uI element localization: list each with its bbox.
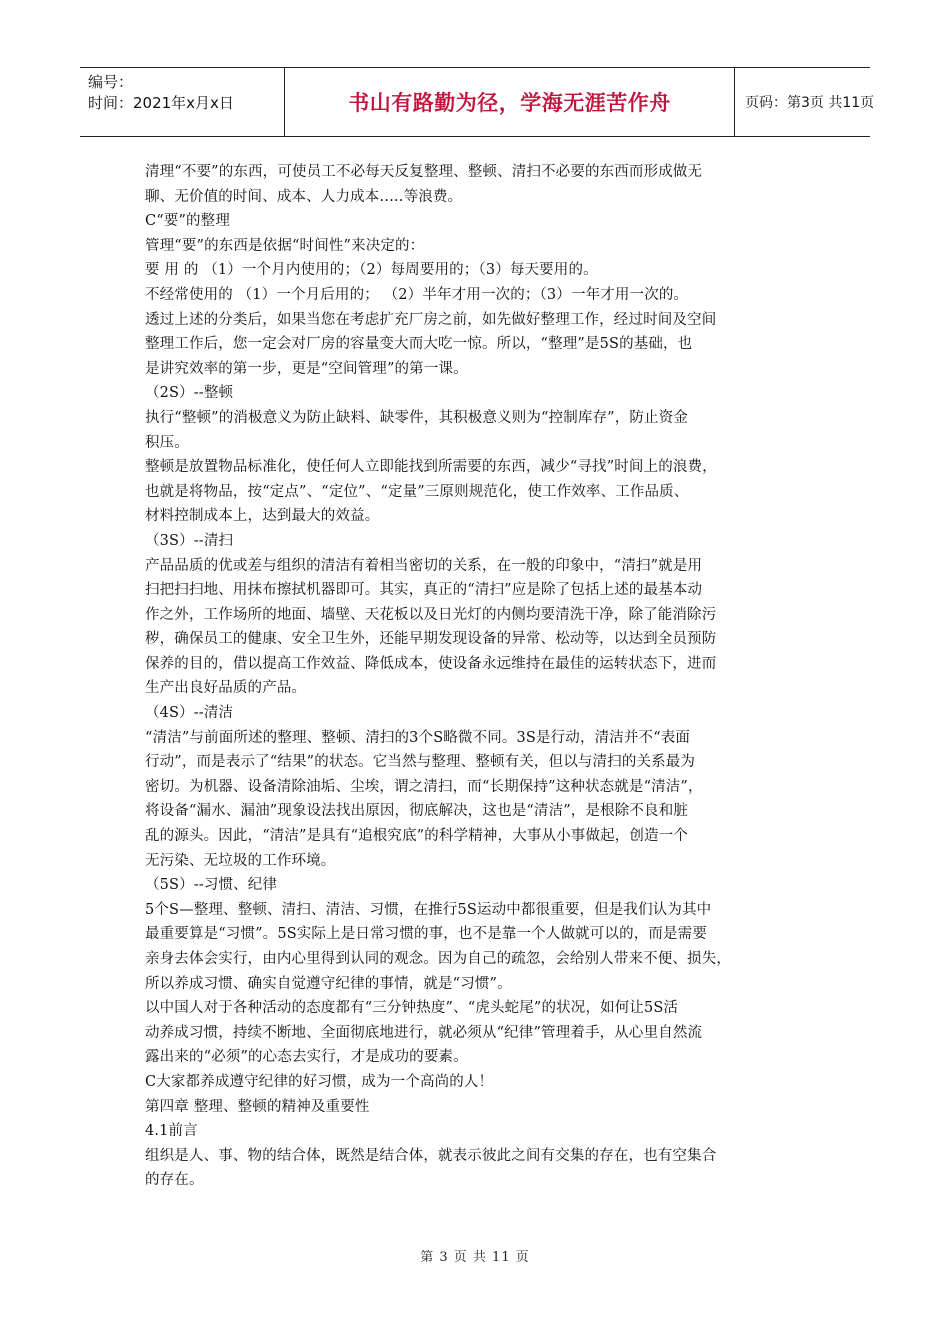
- page-header: [80, 67, 875, 137]
- body-line: C大家都养成遵守纪律的好习惯，成为一个高尚的人！: [145, 1073, 494, 1090]
- body-line: 整顿是放置物品标准化，使任何人立即能找到所需要的东西，减少“寻找”时间上的浪费，: [145, 459, 717, 476]
- body-line: 清理“不要”的东西，可使员工不必每天反复整理、整顿、清扫不必要的东西而形成做无: [145, 164, 703, 180]
- body-line: 动养成习惯，持续不断地、全面彻底地进行，就必须从“纪律”管理着手，从心里自然流: [145, 1024, 703, 1041]
- body-line: 的存在。: [145, 1172, 204, 1189]
- body-line: （4S）--清洁: [145, 705, 234, 722]
- body-line: 最重要算是“习惯”。5S实际上是日常习惯的事，也不是靠一个人做就可以的，而是需要: [145, 926, 707, 943]
- body-line: （5S）--习惯、纪律: [145, 877, 278, 894]
- body-line: 亲身去体会实行，由内心里得到认同的观念。因为自己的疏忽，会给别人带来不便、损失，: [145, 951, 731, 967]
- body-line: 扫把扫扫地、用抹布擦拭机器即可。其实，真正的“清扫”应是除了包括上述的最基本动: [145, 582, 703, 599]
- body-line: 聊、无价值的时间、成本、人力成本…..等浪费。: [145, 188, 463, 205]
- body-line: 无污染、无垃圾的工作环境。: [145, 852, 336, 869]
- header-motto: 书山有路勤为径，学海无涯苦作舟: [285, 68, 735, 136]
- body-line: 露出来的“必须”的心态去实行，才是成功的要素。: [145, 1049, 468, 1066]
- body-line: （2S）--整顿: [145, 385, 234, 402]
- body-line: C“要”的整理: [145, 213, 230, 230]
- body-line: 4.1前言: [145, 1123, 198, 1140]
- document-number-label: 编号：: [88, 73, 134, 91]
- header-page-info: 页码：第3页 共11页: [745, 95, 875, 111]
- body-line: 执行“整顿”的消极意义为防止缺料、缺零件，其积极意义则为“控制库存”，防止资金: [145, 409, 688, 426]
- body-line: 乱的源头。因此，“清洁”是具有“追根究底”的科学精神，大事从小事做起，创造一个: [145, 828, 688, 845]
- body-line: 以中国人对于各种活动的态度都有“三分钟热度”、“虎头蛇尾”的状况，如何让5S活: [145, 1000, 679, 1017]
- body-line: 产品品质的优或差与组织的清洁有着相当密切的关系，在一般的印象中，“清扫”就是用: [145, 557, 703, 574]
- header-meta: [80, 68, 285, 136]
- body-line: （3S）--清扫: [145, 532, 234, 549]
- document-body: [145, 160, 810, 1193]
- body-line: 保养的目的，借以提高工作效益、降低成本，使设备永远维持在最佳的运转状态下，进而: [145, 655, 717, 672]
- body-line: 材料控制成本上，达到最大的效益。: [145, 508, 380, 525]
- body-line: 将设备“漏水、漏油”现象设法找出原因，彻底解决，这也是“清洁”，是根除不良和脏: [145, 803, 688, 820]
- body-line: 行动”，而是表示了“结果”的状态。它当然与整理、整顿有关，但以与清扫的关系最为: [145, 754, 696, 771]
- page-footer: 第 3 页 共 11 页: [420, 1250, 530, 1265]
- body-line: 透过上述的分类后，如果当您在考虑扩充厂房之前，如先做好整理工作，经过时间及空间: [145, 311, 717, 328]
- body-line: 作之外，工作场所的地面、墙壁、天花板以及日光灯的内侧均要清洗干净，除了能消除污: [145, 606, 717, 623]
- body-line: 整理工作后，您一定会对厂房的容量变大而大吃一惊。所以，“整理”是5S的基础，也: [145, 336, 693, 353]
- body-line: 生产出良好品质的产品。: [145, 680, 307, 697]
- body-line: 密切。为机器、设备清除油垢、尘埃，谓之清扫，而“长期保持”这种状态就是“清洁”，: [145, 778, 703, 795]
- body-line: 也就是将物品，按“定点”、“定位”、“定量”三原则规范化，使工作效率、工作品质、: [145, 483, 689, 500]
- body-line: 5个S—整理、整顿、清扫、清洁、习惯，在推行5S运动中都很重要，但是我们认为其中: [145, 901, 712, 918]
- body-line: 所以养成习惯、确实自觉遵守纪律的事情，就是“习惯”。: [145, 975, 512, 992]
- body-line: 不经常使用的 （1）一个月后用的； （2）半年才用一次的；（3）一年才用一次的。: [145, 286, 689, 303]
- body-line: 管理“要”的东西是依据“时间性”来决定的：: [145, 237, 425, 254]
- body-line: 第四章 整理、整顿的精神及重要性: [145, 1098, 370, 1115]
- body-line: 要 用 的 （1）一个月内使用的；（2）每周要用的；（3）每天要用的。: [145, 262, 598, 279]
- body-line: “清洁”与前面所述的整理、整顿、清扫的3个S略微不同。3S是行动，清洁并不“表面: [145, 729, 691, 746]
- body-line: 是讲究效率的第一步，更是“空间管理”的第一课。: [145, 360, 468, 377]
- body-line: 秽，确保员工的健康、安全卫生外，还能早期发现设备的异常、松动等，以达到全员预防: [145, 631, 717, 648]
- body-line: 积压。: [145, 434, 189, 451]
- document-date-label: 时间：2021年x月x日: [88, 94, 234, 112]
- body-line: 组织是人、事、物的结合体，既然是结合体，就表示彼此之间有交集的存在，也有空集合: [145, 1147, 717, 1164]
